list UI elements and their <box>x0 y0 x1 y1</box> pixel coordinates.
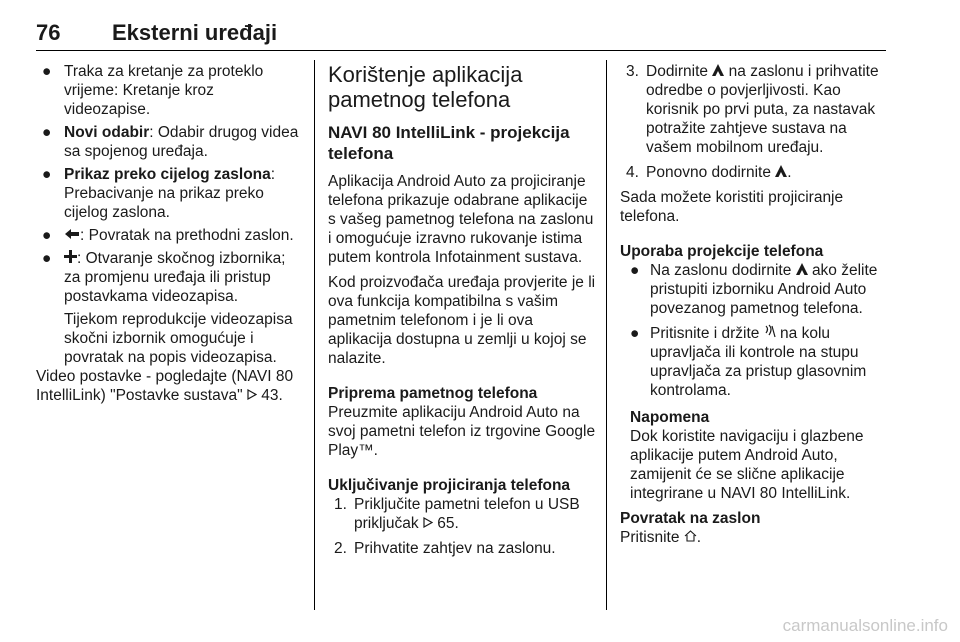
list-item: ● Na zaslonu dodirnite ako želite pristupiti izborniku Android Auto povezanog pametnog telefona. <box>630 262 878 317</box>
android-auto-icon <box>775 163 787 182</box>
voice-control-icon <box>764 324 776 343</box>
subheading: Uporaba projekcije telefona <box>620 243 824 260</box>
list-item: ● : Otvaranje skočnog izbornika; za promjenu uređaja ili pristup postavkama videozapisa. <box>42 250 286 305</box>
android-auto-icon <box>712 62 724 81</box>
list-item: ● : Povratak na prethodni zaslon. <box>42 227 294 244</box>
list-item: ● Pritisnite i držite na kolu upravljača ili kontrole na stupu upravljača za pristup glasovnim kontrolama. <box>630 325 867 399</box>
page-number: 76 <box>36 20 61 45</box>
bullet: ● <box>630 262 640 279</box>
paragraph: Sada možete koristiti projiciranje telefona. <box>620 189 844 225</box>
list-item: ● Prikaz preko cijelog zaslona: Prebacivanje na prikaz preko cijelog zaslona. <box>42 166 276 221</box>
reference-arrow-icon <box>247 386 257 405</box>
bullet: ● <box>42 63 52 80</box>
paragraph: Kod proizvođača uređaja provjerite je li ova funkcija kompatibilna s vašim pametnim telefonom i je li ova aplikacija dostupna u zemlji u kojoj se nalazite. <box>328 274 596 367</box>
list-item: 3. Dodirnite na zaslonu i prihvatite odredbe o povjerljivosti. Kao korisnik po prvi puta, za nastavak potražite zahtjeve sustava na vašem mobilnom uređaju. <box>626 63 879 156</box>
bullet: ● <box>42 250 52 267</box>
note-heading: Napomena <box>630 409 710 426</box>
back-arrow-icon <box>64 226 80 245</box>
list-item: ● Traka za kretanje za proteklo vrijeme: Kretanje kroz videozapise. <box>42 63 264 118</box>
list-item-note: Tijekom reprodukcije videozapisa skočni izbornik omogućuje i povratak na popis videozapisa. <box>64 311 293 366</box>
list-item: 2. Prihvatite zahtjev na zaslonu. <box>334 540 556 557</box>
note-text: Dok koristite navigaciju i glazbene aplikacije putem Android Auto, zamijenit će se slične aplikacije integrirane u NAVI 80 IntelliLink. <box>630 428 864 502</box>
note-box <box>620 408 888 503</box>
page-header <box>36 20 886 50</box>
column-3 <box>620 62 888 553</box>
reference-arrow-icon <box>423 514 433 533</box>
bullet: ● <box>42 166 52 183</box>
paragraph: Pritisnite . <box>620 529 702 546</box>
column-divider-2 <box>606 60 607 610</box>
column-2 <box>328 62 596 564</box>
column-1 <box>36 62 300 411</box>
section-subtitle: NAVI 80 IntelliLink - projekcija telefona <box>328 123 570 163</box>
section-title: Korištenje aplikacija pametnog telefona <box>328 62 523 112</box>
subheading: Povratak na zaslon <box>620 510 761 527</box>
subheading: Uključivanje projiciranja telefona <box>328 477 571 494</box>
watermark: carmanualsonline.info <box>782 616 948 635</box>
paragraph: Video postavke - pogledajte (NAVI 80 IntelliLink) "Postavke sustava" 43. <box>36 368 294 404</box>
paragraph: Aplikacija Android Auto za projiciranje telefona prikazuje odabrane aplikacije s vašeg pametnog telefona na zaslonu i omogućuje izravno rukovanje istima putem kontrola Infotainment sustava. <box>328 173 594 266</box>
list-item: ● Novi odabir: Odabir drugog videa sa spojenog uređaja. <box>42 124 299 160</box>
header-divider <box>36 50 886 51</box>
bullet: ● <box>42 124 52 141</box>
paragraph: Preuzmite aplikaciju Android Auto na svoj pametni telefon iz trgovine Google Play™. <box>328 404 596 459</box>
bullet: ● <box>42 227 52 244</box>
list-item: 4. Ponovno dodirnite . <box>626 164 792 181</box>
column-divider-1 <box>314 60 315 610</box>
bullet: ● <box>630 325 640 342</box>
list-item: 1. Priključite pametni telefon u USB priključak 65. <box>334 496 580 532</box>
plus-icon <box>64 249 77 268</box>
subheading: Priprema pametnog telefona <box>328 385 538 402</box>
android-auto-icon <box>796 261 808 280</box>
chapter-title: Eksterni uređaji <box>112 20 278 45</box>
home-icon <box>684 528 697 547</box>
